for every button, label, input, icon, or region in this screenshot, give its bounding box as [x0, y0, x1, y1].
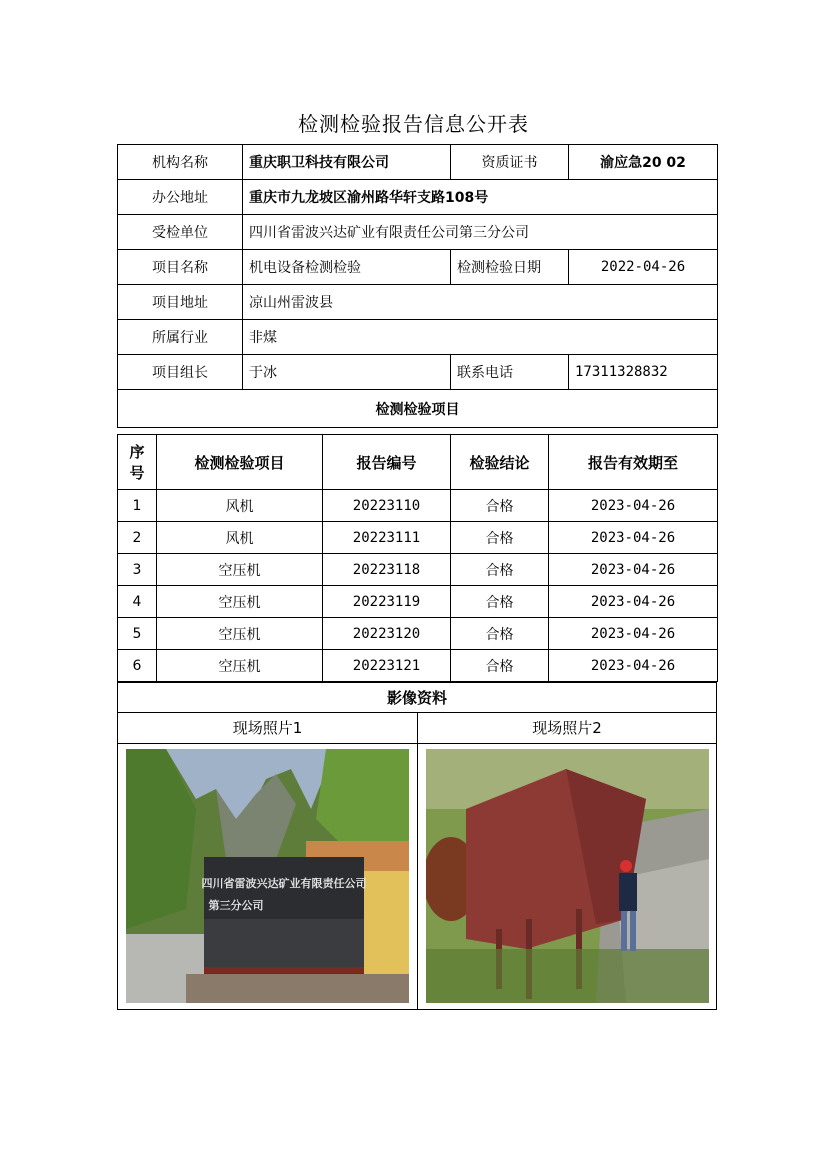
industry-row	[118, 320, 718, 355]
phone-label: 联系电话	[451, 355, 569, 390]
header-valid: 报告有效期至	[549, 435, 718, 490]
org-row	[118, 145, 718, 180]
photo-section-title: 影像资料	[118, 683, 716, 713]
addr-value: 重庆市九龙坡区渝州路华轩支路108号	[243, 180, 718, 215]
photo1-sign-line2: 第三分公司	[208, 900, 264, 912]
row-report: 20223121	[323, 650, 451, 682]
project-value: 机电设备检测检验	[243, 250, 451, 285]
row-valid: 2023-04-26	[549, 586, 718, 618]
project-row	[118, 250, 718, 285]
site-photo-2	[426, 749, 709, 1003]
photo-row	[118, 744, 716, 1009]
unit-value: 四川省雷波兴达矿业有限责任公司第三分公司	[243, 215, 718, 250]
row-result: 合格	[451, 490, 549, 522]
table-row	[118, 618, 718, 650]
industry-label: 所属行业	[118, 320, 243, 355]
row-report: 20223111	[323, 522, 451, 554]
row-item: 空压机	[157, 586, 323, 618]
row-item: 风机	[157, 490, 323, 522]
unit-label: 受检单位	[118, 215, 243, 250]
row-result: 合格	[451, 586, 549, 618]
row-no: 4	[118, 586, 157, 618]
items-table	[117, 434, 718, 682]
row-valid: 2023-04-26	[549, 490, 718, 522]
row-item: 风机	[157, 522, 323, 554]
site-row	[118, 285, 718, 320]
row-report: 20223118	[323, 554, 451, 586]
industry-value: 非煤	[243, 320, 718, 355]
site-photo-1	[126, 749, 409, 1003]
row-result: 合格	[451, 554, 549, 586]
org-label: 机构名称	[118, 145, 243, 180]
row-no: 2	[118, 522, 157, 554]
table-row	[118, 522, 718, 554]
header-item: 检测检验项目	[157, 435, 323, 490]
row-valid: 2023-04-26	[549, 650, 718, 682]
items-section-row	[118, 390, 718, 428]
row-item: 空压机	[157, 650, 323, 682]
row-result: 合格	[451, 650, 549, 682]
leader-label: 项目组长	[118, 355, 243, 390]
row-result: 合格	[451, 522, 549, 554]
row-result: 合格	[451, 618, 549, 650]
photo1-label: 现场照片1	[118, 713, 418, 743]
row-no: 1	[118, 490, 157, 522]
photo-labels	[118, 713, 716, 744]
photo-section	[117, 682, 717, 1010]
items-section-title: 检测检验项目	[118, 390, 718, 428]
page-title: 检测检验报告信息公开表	[298, 112, 529, 136]
cert-label: 资质证书	[451, 145, 569, 180]
info-table	[117, 144, 718, 428]
date-value: 2022-04-26	[569, 250, 718, 285]
row-report: 20223110	[323, 490, 451, 522]
org-value: 重庆职卫科技有限公司	[243, 145, 451, 180]
phone-value: 17311328832	[569, 355, 718, 390]
header-no: 序号	[118, 435, 157, 490]
row-report: 20223120	[323, 618, 451, 650]
row-item: 空压机	[157, 554, 323, 586]
row-valid: 2023-04-26	[549, 554, 718, 586]
items-header-row	[118, 435, 718, 490]
row-no: 6	[118, 650, 157, 682]
project-label: 项目名称	[118, 250, 243, 285]
row-valid: 2023-04-26	[549, 618, 718, 650]
unit-row	[118, 215, 718, 250]
photo2-cell	[418, 744, 716, 1009]
row-item: 空压机	[157, 618, 323, 650]
leader-value: 于冰	[243, 355, 451, 390]
row-valid: 2023-04-26	[549, 522, 718, 554]
header-result: 检验结论	[451, 435, 549, 490]
addr-label: 办公地址	[118, 180, 243, 215]
row-report: 20223119	[323, 586, 451, 618]
photo2-label: 现场照片2	[532, 719, 602, 737]
table-row	[118, 490, 718, 522]
site-label: 项目地址	[118, 285, 243, 320]
row-no: 5	[118, 618, 157, 650]
cert-value: 渝应急20 02	[569, 145, 718, 180]
table-row	[118, 554, 718, 586]
date-label: 检测检验日期	[451, 250, 569, 285]
header-report: 报告编号	[323, 435, 451, 490]
table-row	[118, 650, 718, 682]
site-value: 凉山州雷波县	[243, 285, 718, 320]
table-row	[118, 586, 718, 618]
photo1-sign-line1: 四川省雷波兴达矿业有限责任公司	[201, 878, 367, 890]
addr-row	[118, 180, 718, 215]
leader-row	[118, 355, 718, 390]
row-no: 3	[118, 554, 157, 586]
photo1-cell	[118, 744, 418, 1009]
